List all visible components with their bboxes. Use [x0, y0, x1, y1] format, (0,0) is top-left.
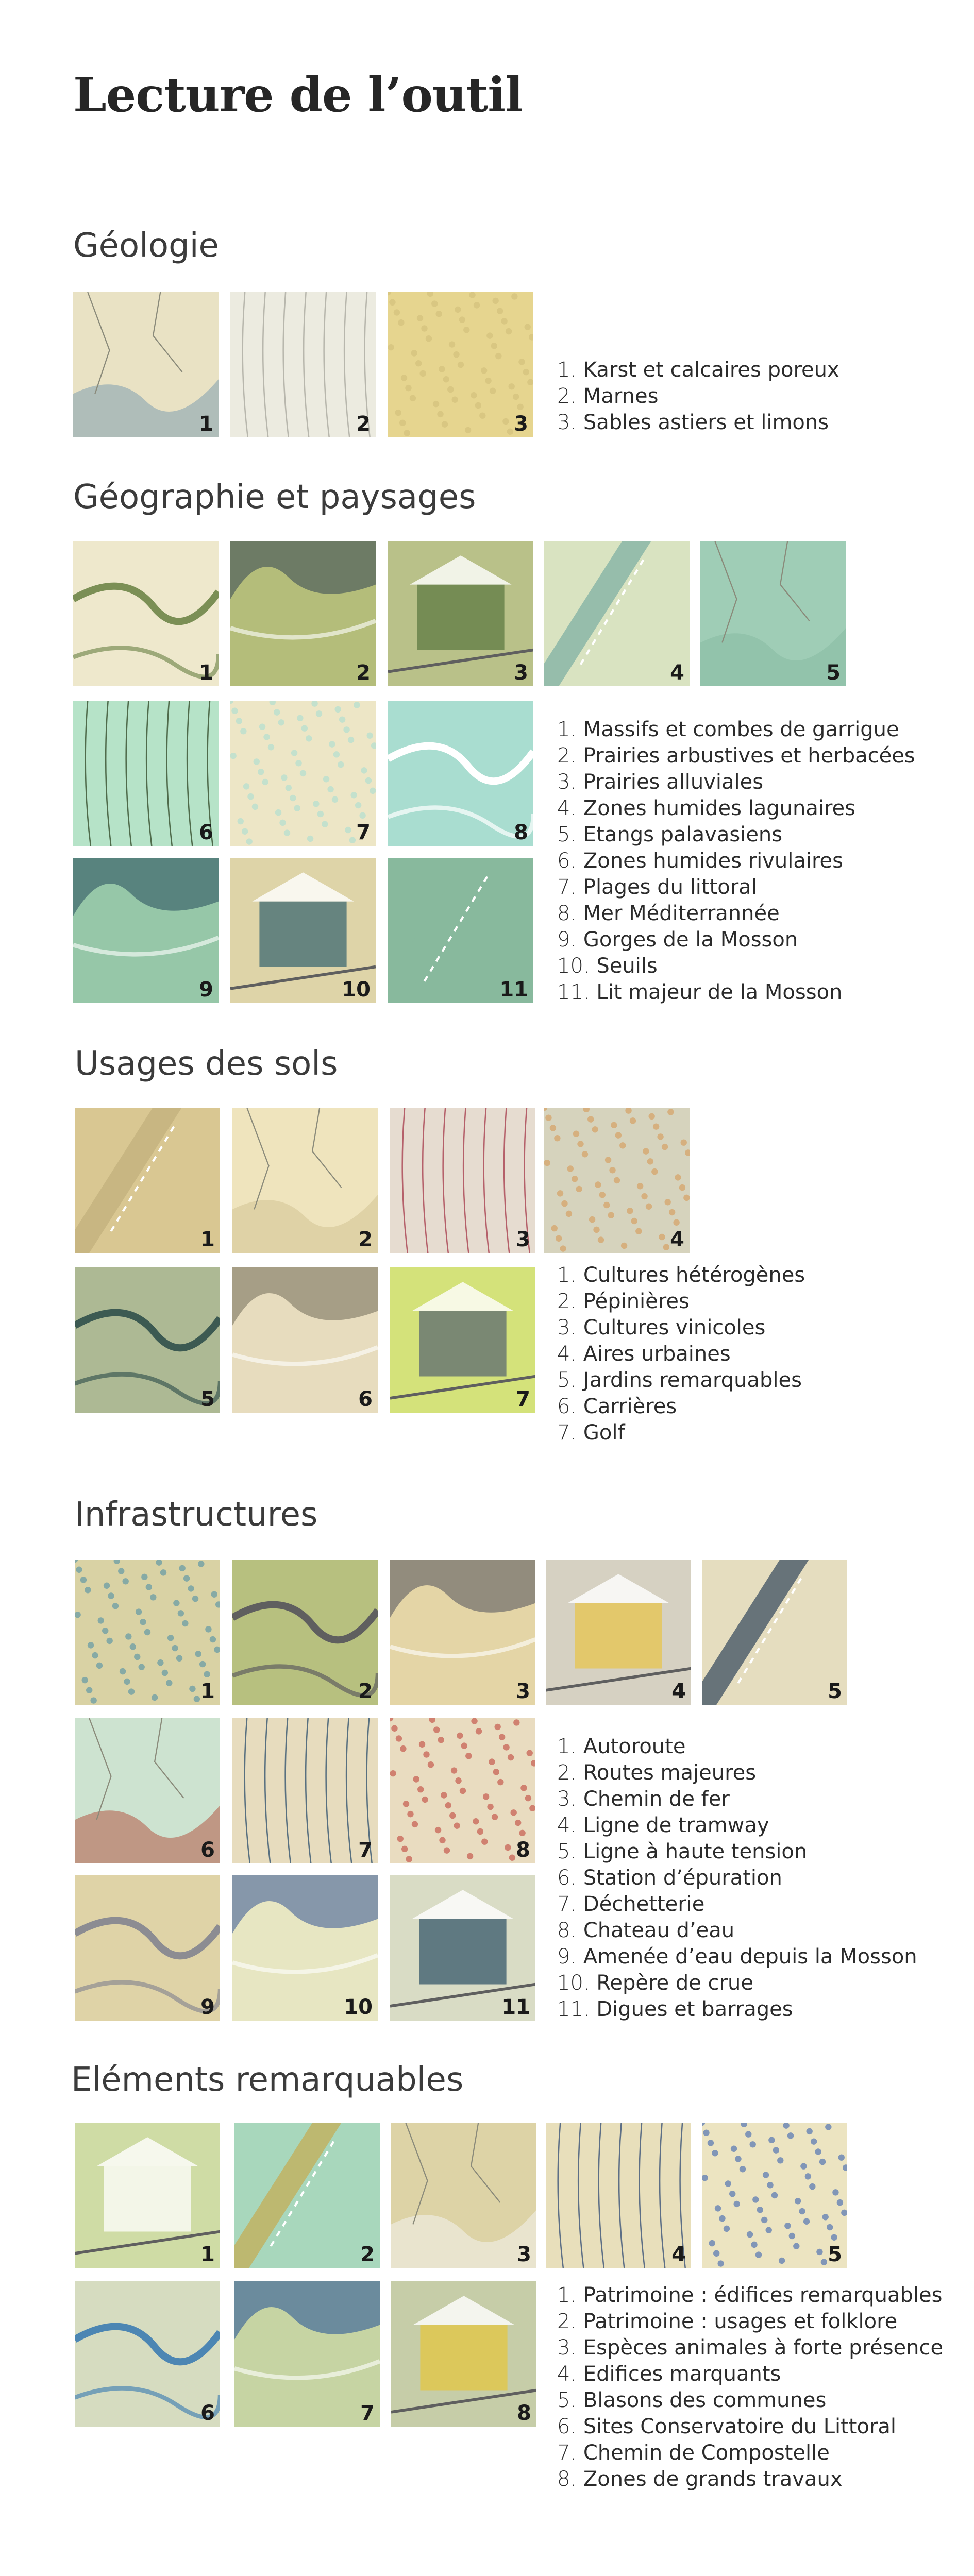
tile-especes-animales — [391, 2123, 536, 2268]
tile-number: 8 — [517, 2401, 531, 2425]
legend-item: 4. Zones humides lagunaires — [557, 796, 855, 820]
tile-number: 9 — [200, 1995, 215, 2019]
legend-item: 2. Pépinières — [557, 1290, 690, 1313]
tile-number: 8 — [514, 821, 528, 844]
legend-item: 1. Autoroute — [557, 1735, 686, 1758]
sables-tile — [388, 292, 533, 437]
tile-number: 1 — [200, 1228, 215, 1251]
tile-number: 3 — [516, 1680, 530, 1703]
tile-zones-humides-lagunaires — [544, 541, 690, 686]
legend-item: 5. Blasons des communes — [557, 2388, 827, 2412]
grands-travaux-tile — [391, 2281, 536, 2427]
section-title-geographie: Géographie et paysages — [73, 478, 476, 516]
pepinieres-tile — [232, 1108, 378, 1253]
tile-number: 5 — [828, 2243, 842, 2266]
tile-number: 5 — [828, 1680, 842, 1703]
tile-number: 2 — [356, 412, 371, 436]
autoroute-tile — [75, 1560, 220, 1705]
section-title-elements: Eléments remarquables — [71, 2061, 464, 2099]
tile-mer — [388, 701, 533, 846]
legend-elements — [557, 2282, 943, 2493]
carrieres-tile — [232, 1267, 378, 1413]
tile-number: 10 — [342, 978, 371, 1002]
tile-number: 7 — [356, 821, 371, 844]
legend-item: 2. Patrimoine : usages et folklore — [557, 2310, 898, 2333]
tile-number: 6 — [358, 1387, 373, 1411]
legend-item: 2. Prairies arbustives et herbacées — [557, 744, 915, 768]
section-title-infrastructures: Infrastructures — [75, 1496, 318, 1534]
tile-number: 9 — [199, 978, 213, 1002]
etangs-tile — [700, 541, 846, 686]
tile-number: 6 — [199, 821, 213, 844]
chateau-eau-tile — [390, 1718, 535, 1863]
tile-number: 7 — [360, 2401, 375, 2425]
legend-item: 9. Gorges de la Mosson — [557, 928, 798, 952]
legend-item: 6. Station d’épuration — [557, 1866, 782, 1890]
tile-cultures-vinicoles — [390, 1108, 535, 1253]
tile-number: 1 — [199, 661, 213, 685]
plages-tile — [230, 701, 376, 846]
tile-digues — [390, 1875, 535, 2021]
tile-edifices-marquants — [546, 2123, 691, 2268]
legend-item: 7. Plages du littoral — [557, 875, 757, 899]
tile-number: 4 — [671, 2243, 686, 2266]
tile-jardins — [75, 1267, 220, 1413]
aires-urbaines-tile — [544, 1108, 690, 1253]
legend-item: 10. Seuils — [557, 954, 658, 978]
tile-tramway — [546, 1560, 691, 1705]
tile-etangs — [700, 541, 846, 686]
tile-number: 4 — [671, 1680, 686, 1703]
cultures-vinicoles-tile — [390, 1108, 535, 1253]
legend-item: 1. Massifs et combes de garrigue — [557, 718, 899, 741]
edifice-tile — [75, 2123, 220, 2268]
tile-routes — [232, 1560, 378, 1705]
tile-number: 10 — [344, 1995, 373, 2019]
tile-pepinieres — [232, 1108, 378, 1253]
cultures-heterogenes-tile — [75, 1108, 220, 1253]
legend-infrastructures — [557, 1734, 917, 2023]
tile-number: 5 — [826, 661, 841, 685]
tile-haute-tension — [702, 1560, 847, 1705]
tramway-tile — [546, 1560, 691, 1705]
tile-number: 8 — [516, 1838, 530, 1862]
legend-item: 5. Etangs palavasiens — [557, 823, 783, 846]
tile-number: 4 — [670, 1228, 684, 1251]
tile-number: 2 — [358, 1680, 373, 1703]
tile-number: 11 — [499, 978, 528, 1002]
tile-cultures-heterogenes — [75, 1108, 220, 1253]
legend-item: 4. Aires urbaines — [557, 1342, 731, 1366]
legend-item: 1. Patrimoine : édifices remarquables — [557, 2283, 943, 2307]
tile-number: 3 — [514, 412, 528, 436]
legend-item: 6. Zones humides rivulaires — [557, 849, 843, 873]
legend-item: 4. Ligne de tramway — [557, 1814, 769, 1837]
legend-item: 3. Sables astiers et limons — [557, 411, 829, 434]
haute-tension-tile — [702, 1560, 847, 1705]
legend-item: 8. Mer Méditerrannée — [557, 902, 780, 925]
legend-item: 3. Espèces animales à forte présence — [557, 2336, 944, 2360]
tile-number: 2 — [358, 1228, 373, 1251]
prairie-alluviale-tile — [388, 541, 533, 686]
tile-seuils — [230, 858, 376, 1003]
tile-number: 3 — [514, 661, 528, 685]
tile-prairies-arbustives — [230, 541, 376, 686]
jardins-tile — [75, 1267, 220, 1413]
tile-chemin-de-fer — [390, 1560, 535, 1705]
legend-item: 7. Golf — [557, 1421, 625, 1445]
tile-number: 5 — [200, 1387, 215, 1411]
legend-item: 5. Jardins remarquables — [557, 1368, 802, 1392]
legend-item: 3. Cultures vinicoles — [557, 1316, 766, 1340]
mer-tile — [388, 701, 533, 846]
prairie-tile — [230, 541, 376, 686]
chemin-de-fer-tile — [390, 1560, 535, 1705]
section-title-geologie: Géologie — [73, 227, 219, 265]
legend-item: 6. Sites Conservatoire du Littoral — [557, 2415, 896, 2438]
tile-compostelle — [234, 2281, 380, 2427]
tile-station-epuration — [75, 1718, 220, 1863]
tile-number: 2 — [356, 661, 371, 685]
tile-number: 11 — [501, 1995, 530, 2019]
legend-geographie — [557, 717, 915, 1006]
tile-karst — [73, 292, 219, 437]
dechetterie-tile — [232, 1718, 378, 1863]
tile-golf — [390, 1267, 535, 1413]
legend-item: 1. Karst et calcaires poreux — [557, 358, 839, 382]
tile-blasons — [702, 2123, 847, 2268]
karst-tile — [73, 292, 219, 437]
tile-grands-travaux — [391, 2281, 536, 2427]
legend-item: 3. Chemin de fer — [557, 1787, 730, 1811]
gorges-tile — [73, 858, 219, 1003]
compostelle-tile — [234, 2281, 380, 2427]
zones-rivulaires-tile — [73, 701, 219, 846]
zones-humides-tile — [544, 541, 690, 686]
tile-number: 7 — [358, 1838, 373, 1862]
tile-carrieres — [232, 1267, 378, 1413]
tile-number: 6 — [200, 2401, 215, 2425]
tile-number: 7 — [516, 1387, 530, 1411]
tile-number: 3 — [516, 1228, 530, 1251]
legend-geologie — [557, 357, 839, 436]
tile-aires-urbaines — [544, 1108, 690, 1253]
tile-autoroute — [75, 1560, 220, 1705]
legend-item: 4. Edifices marquants — [557, 2362, 781, 2386]
tile-sables — [388, 292, 533, 437]
tile-dechetterie — [232, 1718, 378, 1863]
tile-chateau-eau — [390, 1718, 535, 1863]
folklore-tile — [234, 2123, 380, 2268]
garrigue-tile — [73, 541, 219, 686]
amenee-eau-tile — [75, 1875, 220, 2021]
legend-item: 11. Digues et barrages — [557, 1997, 793, 2021]
legend-item: 10. Repère de crue — [557, 1971, 753, 1995]
golf-tile — [390, 1267, 535, 1413]
legend-item: 2. Marnes — [557, 384, 659, 408]
tile-number: 4 — [670, 661, 684, 685]
tile-amenee-eau — [75, 1875, 220, 2021]
tile-gorges — [73, 858, 219, 1003]
tile-conservatoire — [75, 2281, 220, 2427]
tile-marnes — [230, 292, 376, 437]
tile-plages — [230, 701, 376, 846]
tile-zones-humides-rivulaires — [73, 701, 219, 846]
legend-item: 7. Chemin de Compostelle — [557, 2441, 830, 2465]
legend-usages — [557, 1262, 805, 1446]
tile-garrigue — [73, 541, 219, 686]
legend-item: 6. Carrières — [557, 1395, 677, 1418]
tile-number: 3 — [517, 2243, 531, 2266]
tile-number: 1 — [200, 1680, 215, 1703]
legend-item: 7. Déchetterie — [557, 1892, 705, 1916]
conservatoire-tile — [75, 2281, 220, 2427]
tile-usages-folklore — [234, 2123, 380, 2268]
tile-number: 6 — [200, 1838, 215, 1862]
legend-item: 8. Chateau d’eau — [557, 1919, 735, 1942]
legend-item: 5. Ligne à haute tension — [557, 1840, 808, 1863]
legend-item: 1. Cultures hétérogènes — [557, 1263, 805, 1287]
legend-item: 9. Amenée d’eau depuis la Mosson — [557, 1945, 917, 1969]
especes-animales-tile — [391, 2123, 536, 2268]
legend-item: 3. Prairies alluviales — [557, 770, 764, 794]
blason-tile — [702, 2123, 847, 2268]
page-title: Lecture de l’outil — [73, 67, 523, 123]
tile-number: 1 — [200, 2243, 215, 2266]
marnes-tile — [230, 292, 376, 437]
legend-item: 8. Zones de grands travaux — [557, 2467, 843, 2491]
tile-edifices-remarquables — [75, 2123, 220, 2268]
tile-number: 1 — [199, 412, 213, 436]
tile-repere-crue — [232, 1875, 378, 2021]
tile-number: 2 — [360, 2243, 375, 2266]
station-epuration-tile — [75, 1718, 220, 1863]
section-title-usages: Usages des sols — [75, 1045, 338, 1083]
tile-prairies-alluviales — [388, 541, 533, 686]
legend-item: 11. Lit majeur de la Mosson — [557, 980, 843, 1004]
routes-tile — [232, 1560, 378, 1705]
tile-lit-majeur — [388, 858, 533, 1003]
legend-item: 2. Routes majeures — [557, 1761, 757, 1785]
edifices-marquants-tile — [546, 2123, 691, 2268]
